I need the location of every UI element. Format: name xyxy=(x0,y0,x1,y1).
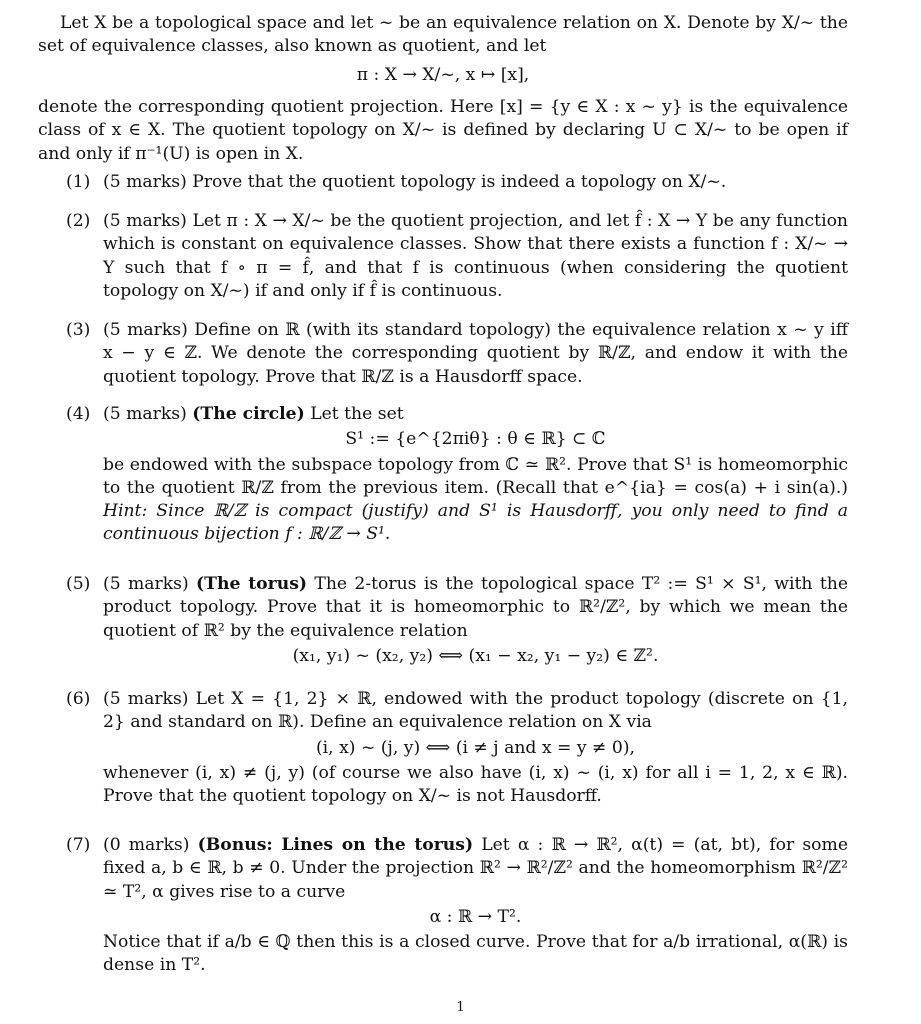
equivalence-relation: (i, x) ~ (j, y) ⟺ (i ≠ j and x = y ≠ 0), xyxy=(315,737,636,758)
exercise-number: (7) xyxy=(66,835,91,855)
exercise-text-continued: whenever (i, x) ≠ (j, y) (of course we also have (i, x) ~ (i, x) for all i = 1, 2, x ∈ ℝ). Prove that the quotient topology on X/~ is not Hausdorff. xyxy=(103,762,848,807)
curve-formula: α : ℝ → T². xyxy=(429,906,522,927)
exercise-text: (5 marks) Prove that the quotient topology is indeed a topology on X/~. xyxy=(103,172,727,192)
exercise-number: (1) xyxy=(66,172,91,192)
exercise-text-continued: be endowed with the subspace topology from ℂ ≃ ℝ². Prove that S¹ is homeomorphic to the quotient ℝ/ℤ from the previous item. (Recall that e^{ia} = cos(a) + i sin(a).) xyxy=(103,454,848,498)
exercise-title: (Bonus: Lines on the torus) xyxy=(197,835,474,855)
exercise-text-continued: Notice that if a/b ∈ ℚ then this is a closed curve. Prove that for a/b irrational, α(ℝ) is dense in T². xyxy=(103,932,848,976)
exercise-text: Let α : ℝ → ℝ², α(t) = (at, bt), for some fixed a, b ∈ ℝ, b ≠ 0. Under the projection ℝ² → ℝ²/ℤ² and the homeomorphism ℝ²/ℤ² ≃ T², α gives rise to a curve xyxy=(103,835,848,902)
exercise-number: (6) xyxy=(66,689,91,709)
circle-definition: S¹ := {e^{2πiθ} : θ ∈ ℝ} ⊂ ℂ xyxy=(345,429,606,450)
intro-paragraph: Let X be a topological space and let ~ be an equivalence relation on X. Denote by X/~ the set of equivalence classes, also known as quotient, and let xyxy=(38,13,848,57)
exercise-title: (The torus) xyxy=(196,574,308,594)
exercise-marks: (0 marks) xyxy=(103,835,198,855)
torus-relation: (x₁, y₁) ~ (x₂, y₂) ⟺ (x₁ − x₂, y₁ − y₂) ∈ ℤ². xyxy=(292,645,659,666)
exercise-marks: (5 marks) xyxy=(103,574,197,594)
exercise-2 xyxy=(66,210,848,303)
exercise-1 xyxy=(66,171,848,194)
projection-formula: π : X → X/~, x ↦ [x], xyxy=(356,65,530,85)
exercise-6 xyxy=(66,688,848,808)
exercise-text: (5 marks) Define on ℝ (with its standard topology) the equivalence relation x ~ y iff x − y ∈ ℤ. We denote the corresponding quotient by ℝ/ℤ, and endow it with the quotient topology. Prove that ℝ/ℤ is a Hausdorff space. xyxy=(103,320,848,387)
exercise-text: (5 marks) Let X = {1, 2} × ℝ, endowed with the product topology (discrete on {1, 2} and standard on ℝ). Define an equivalence relation on X via xyxy=(103,689,848,733)
page-number: 1 xyxy=(456,1000,465,1015)
exercise-text: The 2-torus is the topological space T² := S¹ × S¹, with the product topology. Prove that it is homeomorphic to ℝ²/ℤ², by which we mean the quotient of ℝ² by the equivalence relation xyxy=(103,574,848,641)
exercise-title: (The circle) xyxy=(192,404,305,424)
intro-continuation: denote the corresponding quotient projection. Here [x] = {y ∈ X : x ~ y} is the equivalence class of x ∈ X. The quotient topology on X/~ is defined by declaring U ⊂ X/~ to be open if and only if π⁻¹(U) is open in X. xyxy=(38,97,848,164)
exercise-3 xyxy=(66,319,848,389)
exercise-number: (4) xyxy=(66,404,91,424)
exercise-text: Let the set xyxy=(304,404,404,424)
exercise-number: (2) xyxy=(66,211,91,231)
exercise-marks: (5 marks) xyxy=(103,404,193,424)
exercise-5 xyxy=(66,573,848,670)
exercise-text: (5 marks) Let π : X → X/~ be the quotient projection, and let f̂ : X → Y be any function which is constant on equivalence classes. Show that there exists a function f : X/~ → Y such that f ∘ π = f̂, and that f is continuous (when considering the quotient topology on X/~) if and only if f̂ is continuous. xyxy=(103,211,848,301)
exercise-7 xyxy=(66,834,848,978)
exercise-4 xyxy=(66,403,848,547)
exercise-number: (5) xyxy=(66,574,91,594)
exercise-hint: Hint: Since ℝ/ℤ is compact (justify) and S¹ is Hausdorff, you only need to find a continuous bijection f : ℝ/ℤ → S¹. xyxy=(103,501,848,545)
exercise-number: (3) xyxy=(66,320,91,340)
